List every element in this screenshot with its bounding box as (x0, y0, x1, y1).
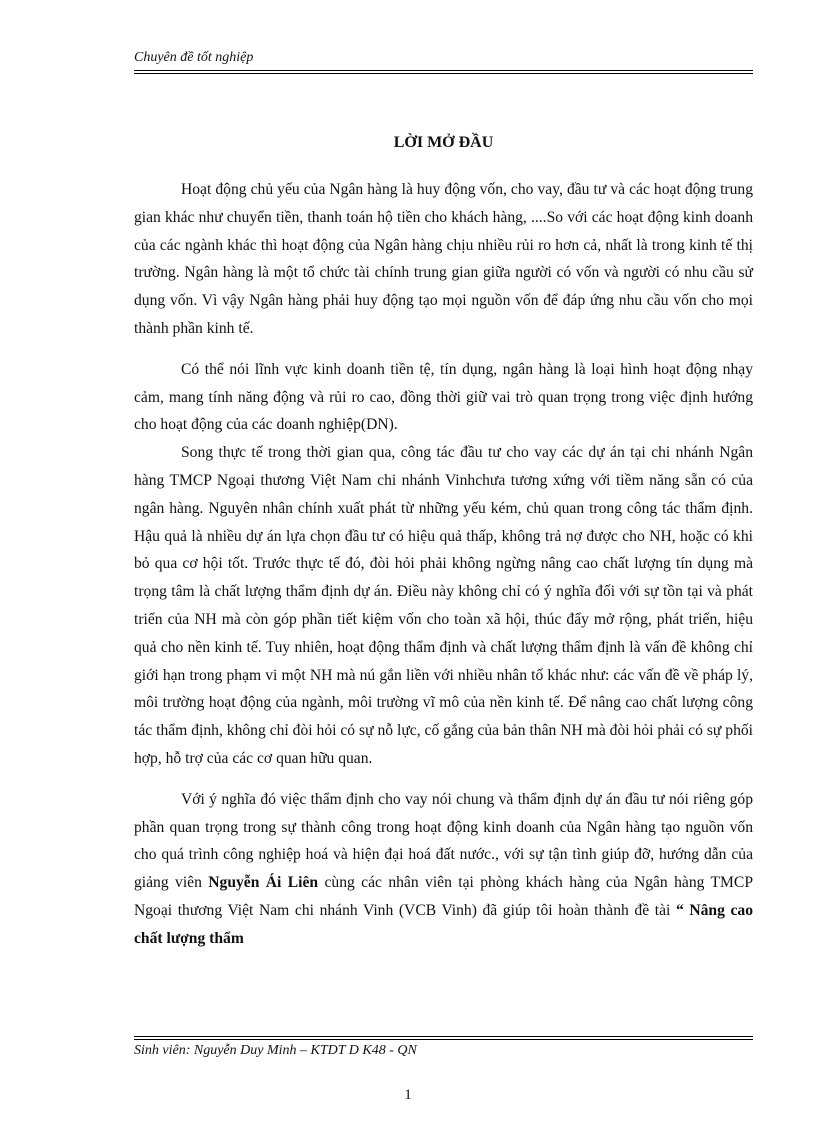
header-rule-top (134, 70, 753, 71)
footer-rule-top (134, 1036, 753, 1037)
paragraph-4-text-b: cùng các nhân viên tại phòng khách hàng của Ngân hàng TMCP Ngoại thương Việt Nam chi nhánh Vinh (VCB Vinh) đã giúp tôi hoàn thành đề tài (134, 874, 753, 919)
page-number: 1 (404, 1087, 412, 1103)
paragraph-4-text-a: Với ý nghĩa đó việc thẩm định cho vay nói chung và thẩm định dự án đầu tư nói riêng góp phần quan trọng trong sự thành công trong hoạt động kinh doanh của Ngân hàng tạo nguồn vốn cho quá trình công nghiệp hoá và hiện đại hoá đất nước., với sự tận tình giúp đỡ, hướng dẫn của giảng viên (134, 790, 753, 892)
paragraph-3: Song thực tế trong thời gian qua, công tác đầu tư cho vay các dự án tại chi nhánh Ngân hàng TMCP Ngoại thương Việt Nam chi nhánh Vinhchưa tương xứng với tiềm năng sẵn có của ngân hàng. Nguyên nhân chính xuất phát từ những yếu kém, chủ quan trong công tác thẩm định. Hậu quả là nhiều dự án lựa chọn đầu tư có hiệu quả thấp, không trả nợ được cho NH, hoặc có khi bỏ qua cơ hội tốt. Trước thực tế đó, đòi hỏi phải không ngừng nâng cao chất lượng tín dụng mà trọng tâm là chất lượng thẩm định dự án. Điều này không chỉ có ý nghĩa đối với sự tồn tại và phát triển của NH mà còn góp phần tiết kiệm vốn cho toàn xã hội, thúc đẩy mở rộng, phát triển, hiệu quả cho nền kinh tế. Tuy nhiên, hoạt động thẩm định và chất lượng thẩm định là vấn đề không chỉ giới hạn trong phạm vi một NH mà nú gắn liền với nhiều nhân tố khác như: các vấn đề về pháp lý, môi trường hoạt động của ngành, môi trường vĩ mô của nền kinh tế. Để nâng cao chất lượng công tác thẩm định, không chỉ đòi hỏi có sự nỗ lực, cố gắng của bản thân NH mà đòi hỏi phải có sự phối hợp, hỗ trợ của các cơ quan hữu quan. (134, 444, 753, 767)
document-body (134, 176, 753, 953)
advisor-name: Nguyễn Ái Liên (208, 874, 319, 892)
paragraph-2: Có thể nói lĩnh vực kinh doanh tiền tệ, tín dụng, ngân hàng là loại hình hoạt động nhạy cảm, mang tính năng động và rủi ro cao, đồng thời giữ vai trò quan trọng trong việc định hướng cho hoạt động của các doanh nghiệp(DN). (134, 360, 753, 434)
thesis-topic: “ Nâng cao chất lượng thẩm (134, 901, 753, 947)
footer-rule-bottom (134, 1039, 753, 1040)
paragraph-4 (134, 786, 753, 953)
page-title: LỜI MỞ ĐẦU (393, 134, 494, 151)
footer-student-info: Sinh viên: Nguyễn Duy Minh – KTDT D K48 - QN (134, 1043, 417, 1058)
paragraph-1: Hoạt động chủ yếu của Ngân hàng là huy động vốn, cho vay, đầu tư và các hoạt động trung gian khác như chuyển tiền, thanh toán hộ tiền cho khách hàng, ....So với các hoạt động kinh doanh của các ngành khác thì hoạt động của Ngân hàng chịu nhiều rủi ro hơn cả, nhất là trong kinh tế thị trường. Ngân hàng là một tổ chức tài chính trung gian giữa người có vốn và người có nhu cầu sử dụng vốn. Vì vậy Ngân hàng phải huy động tạo mọi nguồn vốn để đáp ứng nhu cầu vốn cho mọi thành phần kinh tế. (134, 181, 753, 337)
header-title: Chuyên đề tốt nghiệp (134, 50, 254, 65)
header-rule-bottom (134, 73, 753, 74)
